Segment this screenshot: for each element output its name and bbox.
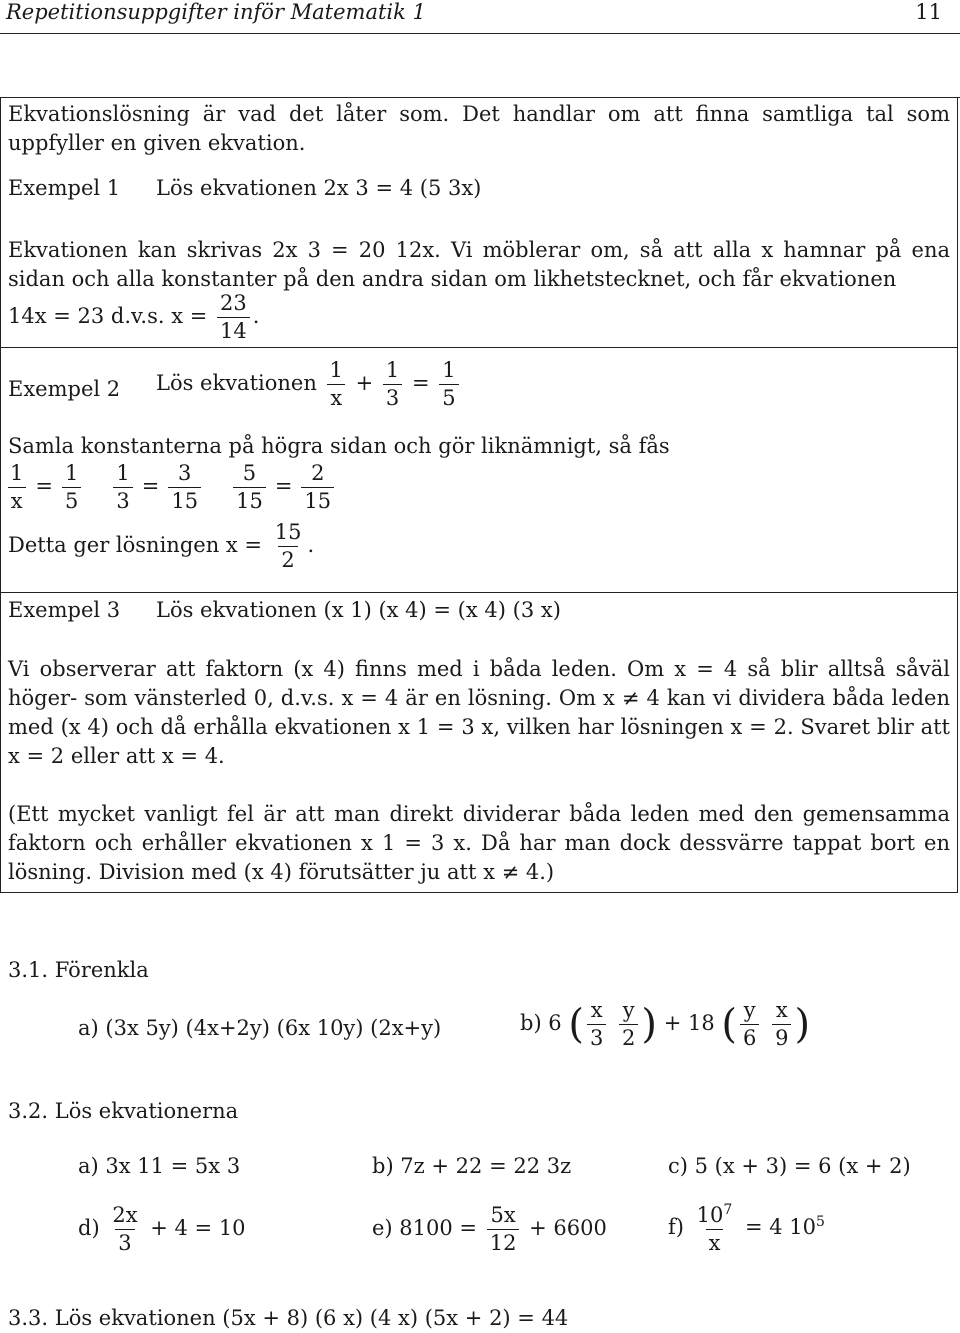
calc-fraction: $\frac{1}{3}$ (113, 463, 132, 512)
box2-right-edge (957, 347, 958, 592)
calc-operator: = (274, 474, 293, 498)
example1-result-fraction: $\frac{23}{14}$ (217, 293, 250, 342)
calc-fraction: $\frac{5}{15}$ (233, 463, 266, 512)
exercise-3-2-heading: 3.2. Lös ekvationerna (8, 1099, 239, 1123)
ex31-frac-3: $\frac{y}{6}$ (740, 1000, 759, 1049)
example1-result: 14x = 23 d.v.s. x = $\frac{23}{14}$ . (8, 291, 260, 343)
ex31-frac-4: $\frac{x}{9}$ (772, 1000, 791, 1049)
example2-label: Exempel 2 (8, 377, 121, 401)
example2-calculation (4, 463, 337, 512)
exercise-3-2-f: f) $\frac{10^7}{x}$ = 4 $10^5$ (668, 1202, 825, 1255)
box-right-edge (957, 97, 958, 347)
exercise-3-3-heading: 3.3. Lös ekvationen (5x + 8) (6 x) (4 x) (5x + 2) = 44 (8, 1306, 569, 1330)
example3-statement: Lös ekvationen (x 1) (x 4) = (x 4) (3 x) (156, 598, 561, 622)
example3-note: (Ett mycket vanligt fel är att man direkt dividerar båda leden med den gemensamma faktorn och erhåller ekvationen x 1 = 3 x. Då har man dock dessvärre tappat bort en lösning. Division med (x 4) förutsätter ju att x ≠ 4.) (8, 802, 950, 884)
example1-label: Exempel 1 (8, 176, 121, 200)
box-left-edge (0, 97, 1, 347)
ex2-frac-1: $\frac{1}{x}$ (327, 360, 346, 409)
exercise-3-2-b: b) 7z + 22 = 22 3z (372, 1154, 572, 1178)
ex2-frac-3: $\frac{1}{5}$ (439, 360, 458, 409)
box-separator-1 (0, 347, 958, 348)
exercise-3-2-d: d) $\frac{2x}{3}$ + 4 = 10 (78, 1203, 246, 1255)
exercise-3-1-b: b) 6 ( $\frac{x}{3}$ $\frac{y}{2}$ ) + 18 ( $\frac{y}{6}$ $\frac{x}{9}$ ) (520, 998, 811, 1050)
example3-label: Exempel 3 (8, 598, 121, 622)
calc-fraction: $\frac{2}{15}$ (301, 463, 334, 512)
calc-operator: = (141, 474, 160, 498)
ex2-answer-fraction: $\frac{15}{2}$ (274, 520, 302, 572)
calc-operator: = (35, 474, 53, 498)
intro-paragraph: Ekvationslösning är vad det låter som. Det handlar om att finna samtliga tal som uppfyller en given ekvation. (8, 102, 950, 155)
ex2-frac-2: $\frac{1}{3}$ (383, 360, 402, 409)
example1-body: Ekvationen kan skrivas 2x 3 = 20 12x. Vi möblerar om, så att alla x hamnar på ena sidan och alla konstanter på den andra sidan om likhetstecknet, och får ekvationen (8, 238, 950, 291)
ex31-frac-2: $\frac{y}{2}$ (619, 1000, 638, 1049)
running-header-title: Repetitionsuppgifter inför Matematik 1 (6, 0, 426, 24)
box2-left-edge (0, 347, 1, 592)
example2-answer: Detta ger lösningen x = $\frac{15}{2}$ . (8, 520, 315, 572)
box-separator-2 (0, 592, 958, 593)
calc-fraction: $\frac{3}{15}$ (168, 463, 201, 512)
example1-statement: Lös ekvationen 2x 3 = 4 (5 3x) (156, 176, 482, 200)
ex31-frac-1: $\frac{x}{3}$ (587, 1000, 606, 1049)
example2-body: Samla konstanterna på högra sidan och gör liknämnigt, så fås (8, 434, 670, 458)
exercise-3-1-a: a) (3x 5y) (4x+2y) (6x 10y) (2x+y) (78, 1016, 442, 1040)
calc-fraction: $\frac{1}{5}$ (62, 463, 81, 512)
ex32-d-fraction: $\frac{2x}{3}$ (112, 1203, 138, 1255)
exercise-3-2-a: a) 3x 11 = 5x 3 (78, 1154, 241, 1178)
header-rule (0, 33, 960, 34)
example2-statement: Lös ekvationen $\frac{1}{x}$ + $\frac{1}{3}$ = $\frac{1}{5}$ (156, 360, 462, 409)
ex32-f-fraction: $\frac{10^7}{x}$ (696, 1202, 733, 1255)
exercise-3-1-heading: 3.1. Förenkla (8, 958, 149, 982)
box3-left-edge (0, 592, 1, 892)
box-bottom-rule (0, 892, 958, 893)
box-top-rule (0, 97, 960, 98)
page-number: 11 (915, 0, 942, 24)
example1-result-prefix: 14x = 23 d.v.s. x = (8, 304, 208, 328)
box3-right-edge (957, 592, 958, 892)
calc-fraction: $\frac{1}{x}$ (7, 463, 26, 512)
example3-body: Vi observerar att faktorn (x 4) finns med i båda leden. Om x = 4 så blir alltså såväl höger- som vänsterled 0, d.v.s. x = 4 är en lösning. Om x ≠ 4 kan vi dividera båda leden med (x 4) och då erhålla ekvationen x 1 = 3 x, vilken har lösningen x = 2. Svaret blir att x = 2 eller att x = 4. (8, 657, 950, 768)
ex32-e-fraction: $\frac{5x}{12}$ (487, 1205, 520, 1254)
exercise-3-2-e: e) 8100 = $\frac{5x}{12}$ + 6600 (372, 1203, 607, 1255)
exercise-3-2-c: c) 5 (x + 3) = 6 (x + 2) (668, 1154, 911, 1178)
